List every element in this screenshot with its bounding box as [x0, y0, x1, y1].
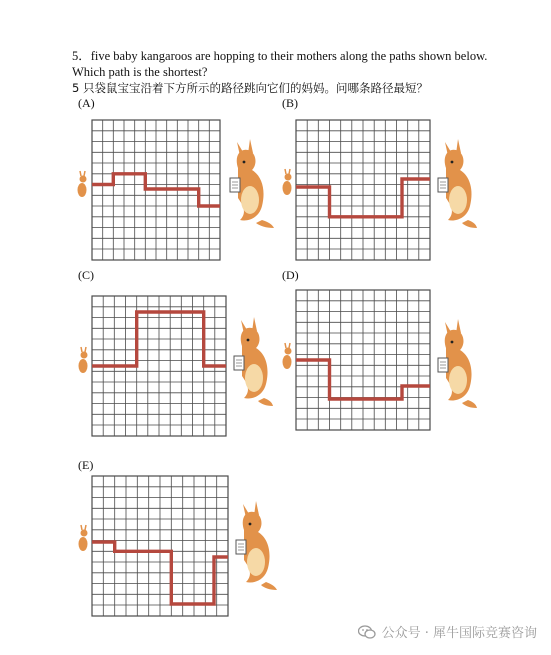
grid [92, 476, 228, 616]
panel-c [74, 292, 274, 442]
panel-c-label: (C) [78, 268, 94, 282]
question-english-line-1: 5．five baby kangaroos are hopping to their mothers along the paths shown below. [72, 49, 488, 63]
baby-kangaroo-icon [79, 347, 88, 373]
mother-kangaroo-icon [234, 317, 273, 406]
baby-kangaroo-icon [78, 171, 87, 197]
panel-d-label: (D) [282, 268, 299, 282]
mother-kangaroo-icon [438, 319, 477, 408]
baby-kangaroo-icon [283, 169, 292, 195]
mother-kangaroo-icon [236, 501, 277, 590]
panel-e-label: (E) [78, 458, 94, 472]
question-english-line-2: Which path is the shortest? [72, 65, 208, 79]
watermark-text: 公众号 · 犀牛国际竞赛咨询 [381, 626, 537, 641]
question-chinese-line: 5 只袋鼠宝宝沿着下方所示的路径跳向它们的妈妈。问哪条路径最短？ [72, 81, 428, 95]
baby-kangaroo-icon [283, 343, 292, 369]
watermark [358, 622, 537, 641]
grid [296, 120, 430, 260]
panel-d [278, 286, 483, 436]
panel-e [74, 472, 284, 622]
baby-kangaroo-icon [79, 525, 88, 551]
panel-b-label: (B) [282, 96, 298, 110]
panel-b [278, 116, 478, 264]
mother-kangaroo-icon [230, 139, 274, 228]
panel-a [74, 116, 274, 264]
mother-kangaroo-icon [438, 139, 477, 228]
panel-a-label: (A) [78, 96, 95, 110]
wechat-icon [358, 625, 376, 639]
